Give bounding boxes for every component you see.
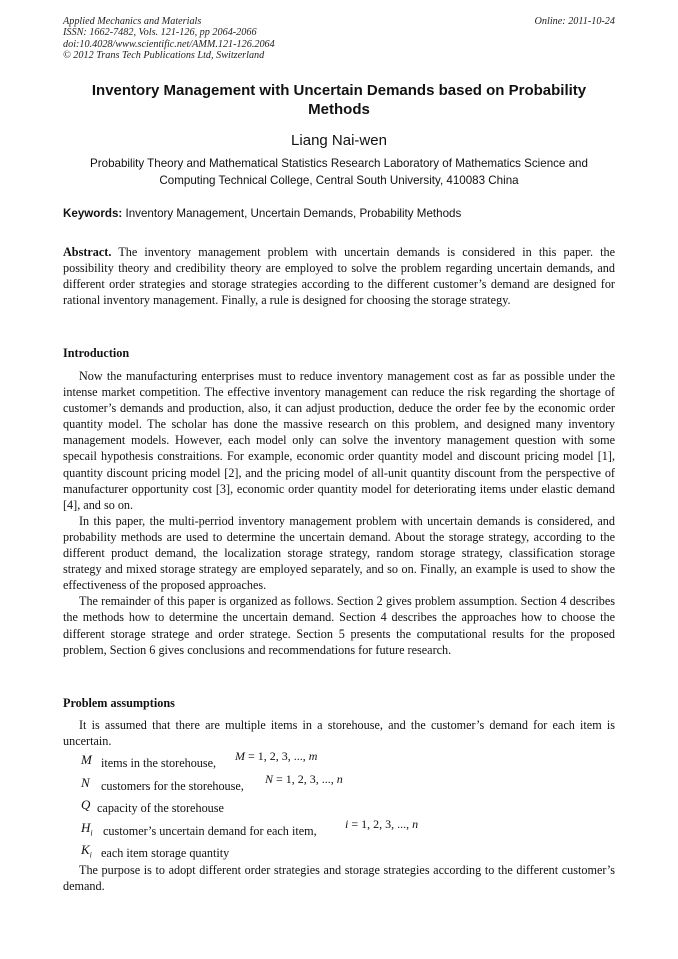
journal-copyright: © 2012 Trans Tech Publications Ltd, Switzerland bbox=[63, 50, 265, 62]
journal-issn: ISSN: 1662-7482, Vols. 121-126, pp 2064-2066 bbox=[63, 27, 257, 39]
keywords-text: Inventory Management, Uncertain Demands, Probability Methods bbox=[125, 207, 462, 220]
introduction-body bbox=[63, 368, 615, 658]
introduction-paragraph: In this paper, the multi-perriod inventory management problem with uncertain demands is considered, and probability methods are used to determine the uncertain demand. About the storage strategy, according to the different product demand, the localization storage strategy, random storage strategy, classification storage strategy and mixed storage strategy are employed separately, and so on. Finally, an example is used to show the effectiveness of the proposed approaches. bbox=[63, 513, 615, 593]
keywords bbox=[63, 206, 615, 222]
variable-row bbox=[63, 839, 615, 862]
journal-name: Applied Mechanics and Materials bbox=[63, 16, 202, 27]
journal-doi: doi:10.4028/www.scientific.net/AMM.121-126.2064 bbox=[63, 38, 275, 50]
keywords-label: Keywords: bbox=[63, 207, 123, 220]
introduction-paragraph: Now the manufacturing enterprises must to reduce inventory management cost as far as possible under the intense market competition. The effective inventory management can reduce the risk regarding the shortage of customer’s demands and production, also, it can adjust production, deduce the order fee by the economic order quantity model. The scholar has done the massive research on this problem, and designed many inventory management models. However, each model only can solve the inventory management question with some specail hypothesis constraitions. For example, economic order quantity model and discount pricing model [1], quantity discount pricing model [2], and the pricing model of all-unit quantity discount from the perspective of manufacturer opportunity cost [3], economic order quantity model for deteriorating items under elastic demand [4], and so on. bbox=[63, 369, 615, 512]
paper-title: Inventory Management with Uncertain Demands based on Probability Methods bbox=[91, 82, 587, 118]
variable-symbol: $K_i$ bbox=[81, 842, 92, 860]
assumptions-paragraph: It is assumed that there are multiple items in a storehouse, and the customer’s demand for each item is uncertain. bbox=[63, 718, 615, 749]
variable-range: N = 1, 2, 3, ..., n bbox=[265, 771, 343, 786]
author-affiliation: Probability Theory and Mathematical Statistics Research Laboratory of Mathematics Science and Computing Technical College, Central South University, 410083 China bbox=[90, 157, 588, 187]
variable-range: M = 1, 2, 3, ..., m bbox=[235, 749, 318, 763]
variable-description: capacity of the storehouse bbox=[97, 801, 224, 815]
abstract-label: Abstract. bbox=[63, 245, 112, 259]
variable-description: customers for the storehouse, bbox=[101, 778, 244, 793]
assumptions-heading: Problem assumptions bbox=[63, 696, 175, 710]
variable-symbol: M bbox=[81, 752, 92, 767]
introduction-paragraph: The remainder of this paper is organized as follows. Section 2 gives problem assumption. Section 4 describes the methods how to determine the uncertain demand. Section 4 describes the approaches how to choose the different storage stratege and order stratege. Section 5 presents the computational results for the proposed problem, Section 6 gives conclusions and recommendations for future research. bbox=[63, 594, 615, 657]
journal-header bbox=[63, 16, 615, 62]
online-date: Online: 2011-10-24 bbox=[534, 16, 615, 27]
purpose-paragraph: The purpose is to adopt different order strategies and storage strategies according to the different customer’s demand. bbox=[63, 863, 615, 894]
abstract-text: The inventory management problem with uncertain demands is considered in this paper. the possibility theory and credibility theory are employed to solve the problem regarding uncertain demands, and different order strategies and storage strategies according to the different customer’s demand are designed for rational inventory management. Finally, a rule is designed for choosing the storage strategy. bbox=[63, 245, 616, 308]
abstract bbox=[63, 244, 615, 308]
variable-description: customer’s uncertain demand for each item, bbox=[103, 823, 317, 838]
purpose-statement bbox=[63, 862, 615, 894]
variable-row bbox=[63, 749, 615, 772]
assumptions-intro bbox=[63, 717, 615, 749]
variable-range: i = 1, 2, 3, ..., n bbox=[345, 816, 419, 831]
variable-symbol: N bbox=[81, 774, 90, 790]
variable-row bbox=[63, 794, 615, 817]
variable-description: each item storage quantity bbox=[101, 846, 230, 860]
paper-author: Liang Nai-wen bbox=[291, 132, 387, 149]
variable-symbol: Q bbox=[81, 797, 91, 812]
introduction-heading: Introduction bbox=[63, 346, 130, 360]
variable-row bbox=[63, 817, 615, 840]
variable-row bbox=[63, 772, 615, 795]
variable-list bbox=[63, 749, 615, 862]
variable-symbol: $H_i$ bbox=[81, 819, 93, 838]
variable-description: items in the storehouse, bbox=[101, 756, 217, 770]
